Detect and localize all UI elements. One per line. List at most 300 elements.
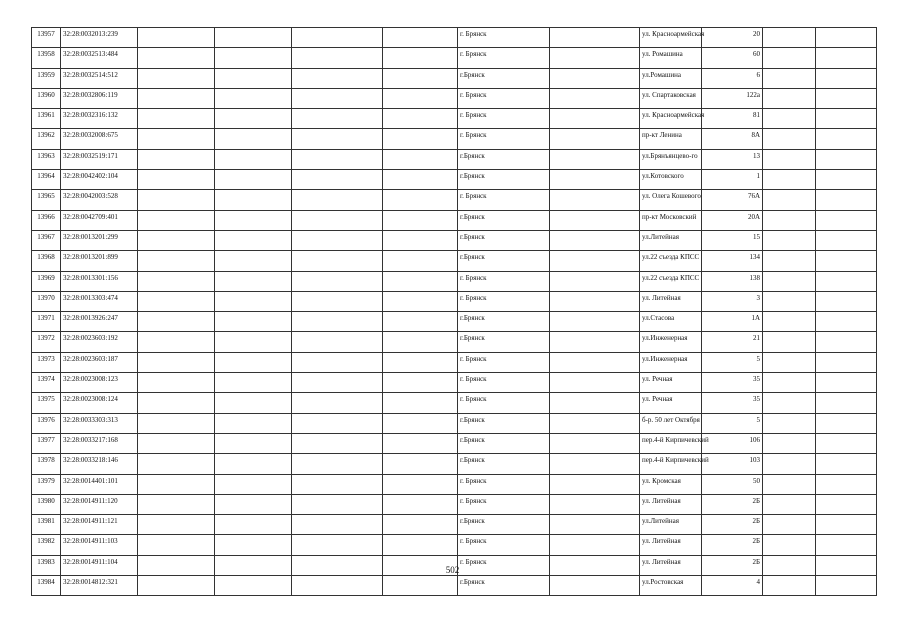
empty-cell (816, 109, 877, 129)
cadastral-number-cell: 32:28:0032514:512 (61, 68, 138, 88)
empty-cell (215, 129, 292, 149)
table-row (32, 352, 877, 372)
empty-cell (816, 535, 877, 555)
empty-cell (763, 332, 816, 352)
empty-cell (383, 393, 458, 413)
row-number-cell: 13971 (32, 312, 61, 332)
table-row (32, 454, 877, 474)
empty-cell (138, 170, 215, 190)
row-number-cell: 13982 (32, 535, 61, 555)
empty-cell (138, 68, 215, 88)
empty-cell (816, 230, 877, 250)
cadastral-number-cell: 32:28:0013201:299 (61, 230, 138, 250)
empty-cell (816, 88, 877, 108)
empty-cell (138, 210, 215, 230)
empty-cell (383, 48, 458, 68)
cadastral-number-cell: 32:28:0023603:187 (61, 352, 138, 372)
empty-cell (138, 373, 215, 393)
table-row (32, 230, 877, 250)
empty-cell (816, 48, 877, 68)
table-row (32, 170, 877, 190)
empty-cell (383, 332, 458, 352)
empty-cell (816, 149, 877, 169)
empty-cell (138, 535, 215, 555)
empty-cell (550, 312, 640, 332)
empty-cell (138, 149, 215, 169)
city-cell: г. Брянск (458, 373, 550, 393)
empty-cell (550, 109, 640, 129)
empty-cell (138, 474, 215, 494)
cadastral-number-cell: 32:28:0013303:474 (61, 291, 138, 311)
empty-cell (215, 332, 292, 352)
city-cell: г.Брянск (458, 413, 550, 433)
house-number-cell: 1А (702, 312, 763, 332)
cadastral-number-cell: 32:28:0013301:156 (61, 271, 138, 291)
empty-cell (550, 393, 640, 413)
empty-cell (215, 433, 292, 453)
house-number-cell: 35 (702, 393, 763, 413)
empty-cell (816, 433, 877, 453)
empty-cell (816, 454, 877, 474)
empty-cell (138, 271, 215, 291)
empty-cell (292, 576, 383, 596)
house-number-cell: 2Б (702, 494, 763, 514)
empty-cell (763, 576, 816, 596)
cadastral-number-cell: 32:28:0014401:101 (61, 474, 138, 494)
table-row (32, 149, 877, 169)
row-number-cell: 13976 (32, 413, 61, 433)
house-number-cell: 50 (702, 474, 763, 494)
empty-cell (816, 413, 877, 433)
house-number-cell: 2Б (702, 555, 763, 575)
street-cell: ул.Инженерная (640, 352, 702, 372)
empty-cell (550, 230, 640, 250)
empty-cell (215, 28, 292, 48)
empty-cell (383, 474, 458, 494)
empty-cell (763, 535, 816, 555)
row-number-cell: 13978 (32, 454, 61, 474)
empty-cell (138, 251, 215, 271)
cadastral-number-cell: 32:28:0014911:104 (61, 555, 138, 575)
empty-cell (816, 515, 877, 535)
empty-cell (292, 68, 383, 88)
empty-cell (816, 170, 877, 190)
empty-cell (816, 373, 877, 393)
empty-cell (550, 576, 640, 596)
empty-cell (215, 535, 292, 555)
house-number-cell: 3 (702, 291, 763, 311)
empty-cell (292, 393, 383, 413)
street-cell: ул.Котовского (640, 170, 702, 190)
empty-cell (550, 170, 640, 190)
table-row (32, 312, 877, 332)
cadastral-number-cell: 32:28:0023008:124 (61, 393, 138, 413)
street-cell: ул. Красноармейская (640, 109, 702, 129)
empty-cell (816, 28, 877, 48)
empty-cell (383, 230, 458, 250)
empty-cell (763, 393, 816, 413)
empty-cell (763, 230, 816, 250)
empty-cell (292, 291, 383, 311)
cadastral-number-cell: 32:28:0014911:121 (61, 515, 138, 535)
house-number-cell: 5 (702, 352, 763, 372)
empty-cell (816, 312, 877, 332)
empty-cell (816, 474, 877, 494)
empty-cell (138, 454, 215, 474)
row-number-cell: 13960 (32, 88, 61, 108)
empty-cell (816, 129, 877, 149)
empty-cell (550, 535, 640, 555)
cadastral-number-cell: 32:28:0023008:123 (61, 373, 138, 393)
table-row (32, 210, 877, 230)
city-cell: г. Брянск (458, 190, 550, 210)
row-number-cell: 13961 (32, 109, 61, 129)
empty-cell (138, 576, 215, 596)
city-cell: г.Брянск (458, 515, 550, 535)
empty-cell (292, 170, 383, 190)
empty-cell (383, 535, 458, 555)
row-number-cell: 13959 (32, 68, 61, 88)
table-row (32, 433, 877, 453)
empty-cell (383, 291, 458, 311)
empty-cell (383, 170, 458, 190)
table-row (32, 88, 877, 108)
empty-cell (215, 88, 292, 108)
house-number-cell: 81 (702, 109, 763, 129)
city-cell: г.Брянск (458, 210, 550, 230)
empty-cell (215, 48, 292, 68)
empty-cell (138, 28, 215, 48)
empty-cell (292, 88, 383, 108)
street-cell: ул.Литейная (640, 230, 702, 250)
street-cell: ул.22 съезда КПСС (640, 271, 702, 291)
empty-cell (550, 68, 640, 88)
cadastral-number-cell: 32:28:0013926:247 (61, 312, 138, 332)
house-number-cell: 76А (702, 190, 763, 210)
empty-cell (763, 352, 816, 372)
empty-cell (292, 515, 383, 535)
empty-cell (763, 413, 816, 433)
table-row (32, 576, 877, 596)
empty-cell (138, 109, 215, 129)
street-cell: ул.Ростовская (640, 576, 702, 596)
city-cell: г. Брянск (458, 474, 550, 494)
table-row (32, 515, 877, 535)
empty-cell (816, 190, 877, 210)
page-number: 502 (445, 565, 460, 575)
row-number-cell: 13963 (32, 149, 61, 169)
city-cell: г.Брянск (458, 170, 550, 190)
empty-cell (550, 474, 640, 494)
empty-cell (215, 454, 292, 474)
empty-cell (816, 251, 877, 271)
cadastral-number-cell: 32:28:0033303:313 (61, 413, 138, 433)
house-number-cell: 2Б (702, 515, 763, 535)
empty-cell (215, 271, 292, 291)
empty-cell (816, 352, 877, 372)
street-cell: ул.Стасова (640, 312, 702, 332)
cadastral-number-cell: 32:28:0032806:119 (61, 88, 138, 108)
empty-cell (383, 312, 458, 332)
table-row (32, 393, 877, 413)
empty-cell (292, 190, 383, 210)
city-cell: г. Брянск (458, 271, 550, 291)
house-number-cell: 20 (702, 28, 763, 48)
table-row (32, 28, 877, 48)
city-cell: г.Брянск (458, 576, 550, 596)
empty-cell (763, 271, 816, 291)
empty-cell (138, 352, 215, 372)
empty-cell (383, 68, 458, 88)
street-cell: ул. Литейная (640, 291, 702, 311)
street-cell: б-р. 50 лет Октября (640, 413, 702, 433)
registry-table (31, 27, 877, 596)
street-cell: ул. Литейная (640, 494, 702, 514)
empty-cell (215, 190, 292, 210)
empty-cell (763, 251, 816, 271)
empty-cell (138, 291, 215, 311)
empty-cell (215, 109, 292, 129)
house-number-cell: 106 (702, 433, 763, 453)
city-cell: г.Брянск (458, 433, 550, 453)
empty-cell (383, 433, 458, 453)
table-row (32, 535, 877, 555)
table-row (32, 129, 877, 149)
cadastral-number-cell: 32:28:0014812:321 (61, 576, 138, 596)
empty-cell (215, 494, 292, 514)
row-number-cell: 13972 (32, 332, 61, 352)
empty-cell (292, 129, 383, 149)
row-number-cell: 13966 (32, 210, 61, 230)
street-cell: ул.Литейная (640, 515, 702, 535)
empty-cell (292, 474, 383, 494)
street-cell: ул. Олега Кошевого (640, 190, 702, 210)
empty-cell (138, 48, 215, 68)
house-number-cell: 13 (702, 149, 763, 169)
cadastral-number-cell: 32:28:0014911:120 (61, 494, 138, 514)
empty-cell (292, 271, 383, 291)
city-cell: г. Брянск (458, 535, 550, 555)
cadastral-number-cell: 32:28:0023603:192 (61, 332, 138, 352)
cadastral-number-cell: 32:28:0032316:132 (61, 109, 138, 129)
empty-cell (763, 373, 816, 393)
row-number-cell: 13965 (32, 190, 61, 210)
empty-cell (292, 413, 383, 433)
empty-cell (292, 454, 383, 474)
empty-cell (138, 230, 215, 250)
house-number-cell: 20А (702, 210, 763, 230)
empty-cell (292, 48, 383, 68)
empty-cell (292, 149, 383, 169)
empty-cell (215, 291, 292, 311)
city-cell: г. Брянск (458, 555, 550, 575)
empty-cell (138, 515, 215, 535)
table-row (32, 190, 877, 210)
cadastral-number-cell: 32:28:0033218:146 (61, 454, 138, 474)
table-row (32, 109, 877, 129)
city-cell: г.Брянск (458, 149, 550, 169)
cadastral-number-cell: 32:28:0042709:401 (61, 210, 138, 230)
street-cell: пер.4-й Кирпичевский (640, 454, 702, 474)
empty-cell (215, 251, 292, 271)
street-cell: ул.Ромашина (640, 68, 702, 88)
empty-cell (215, 312, 292, 332)
empty-cell (550, 352, 640, 372)
empty-cell (138, 129, 215, 149)
empty-cell (138, 312, 215, 332)
empty-cell (138, 433, 215, 453)
empty-cell (763, 88, 816, 108)
empty-cell (138, 393, 215, 413)
empty-cell (763, 190, 816, 210)
city-cell: г.Брянск (458, 230, 550, 250)
empty-cell (550, 433, 640, 453)
city-cell: г. Брянск (458, 352, 550, 372)
row-number-cell: 13970 (32, 291, 61, 311)
table-row (32, 373, 877, 393)
registry-table-body (32, 28, 877, 596)
street-cell: ул.Брянъянцево-го (640, 149, 702, 169)
row-number-cell: 13968 (32, 251, 61, 271)
empty-cell (215, 413, 292, 433)
street-cell: ул. Кромская (640, 474, 702, 494)
street-cell: ул.Инженерная (640, 332, 702, 352)
city-cell: г.Брянск (458, 68, 550, 88)
empty-cell (292, 251, 383, 271)
empty-cell (383, 88, 458, 108)
table-row (32, 48, 877, 68)
street-cell: ул. Речная (640, 393, 702, 413)
house-number-cell: 8А (702, 129, 763, 149)
city-cell: г. Брянск (458, 28, 550, 48)
empty-cell (383, 271, 458, 291)
row-number-cell: 13974 (32, 373, 61, 393)
empty-cell (763, 28, 816, 48)
empty-cell (550, 332, 640, 352)
street-cell: ул. Спартаковская (640, 88, 702, 108)
house-number-cell: 15 (702, 230, 763, 250)
empty-cell (816, 68, 877, 88)
empty-cell (383, 190, 458, 210)
empty-cell (550, 291, 640, 311)
street-cell: ул. Литейная (640, 535, 702, 555)
empty-cell (138, 413, 215, 433)
house-number-cell: 5 (702, 413, 763, 433)
table-row (32, 68, 877, 88)
cadastral-number-cell: 32:28:0042003:528 (61, 190, 138, 210)
empty-cell (763, 68, 816, 88)
empty-cell (292, 494, 383, 514)
empty-cell (292, 535, 383, 555)
empty-cell (215, 474, 292, 494)
city-cell: г. Брянск (458, 109, 550, 129)
empty-cell (550, 413, 640, 433)
table-row (32, 494, 877, 514)
row-number-cell: 13981 (32, 515, 61, 535)
street-cell: ул. Литейная (640, 555, 702, 575)
empty-cell (816, 393, 877, 413)
house-number-cell: 103 (702, 454, 763, 474)
row-number-cell: 13964 (32, 170, 61, 190)
empty-cell (383, 129, 458, 149)
empty-cell (763, 291, 816, 311)
empty-cell (550, 373, 640, 393)
cadastral-number-cell: 32:28:0032008:675 (61, 129, 138, 149)
cadastral-number-cell: 32:28:0032013:239 (61, 28, 138, 48)
empty-cell (292, 109, 383, 129)
empty-cell (763, 312, 816, 332)
empty-cell (215, 576, 292, 596)
empty-cell (550, 454, 640, 474)
empty-cell (292, 352, 383, 372)
empty-cell (763, 474, 816, 494)
empty-cell (292, 230, 383, 250)
empty-cell (550, 28, 640, 48)
empty-cell (292, 373, 383, 393)
empty-cell (550, 129, 640, 149)
empty-cell (383, 352, 458, 372)
table-row (32, 474, 877, 494)
row-number-cell: 13962 (32, 129, 61, 149)
house-number-cell: 1 (702, 170, 763, 190)
empty-cell (763, 494, 816, 514)
street-cell: ул. Ромашина (640, 48, 702, 68)
empty-cell (550, 494, 640, 514)
house-number-cell: 60 (702, 48, 763, 68)
empty-cell (138, 190, 215, 210)
empty-cell (383, 28, 458, 48)
street-cell: ул. Речная (640, 373, 702, 393)
row-number-cell: 13983 (32, 555, 61, 575)
row-number-cell: 13957 (32, 28, 61, 48)
empty-cell (383, 494, 458, 514)
empty-cell (763, 454, 816, 474)
empty-cell (383, 251, 458, 271)
city-cell: г.Брянск (458, 454, 550, 474)
row-number-cell: 13967 (32, 230, 61, 250)
empty-cell (763, 149, 816, 169)
empty-cell (763, 109, 816, 129)
empty-cell (292, 312, 383, 332)
empty-cell (215, 515, 292, 535)
empty-cell (215, 149, 292, 169)
house-number-cell: 2Б (702, 535, 763, 555)
city-cell: г.Брянск (458, 312, 550, 332)
empty-cell (215, 170, 292, 190)
house-number-cell: 138 (702, 271, 763, 291)
empty-cell (138, 332, 215, 352)
empty-cell (816, 576, 877, 596)
house-number-cell: 4 (702, 576, 763, 596)
empty-cell (383, 149, 458, 169)
empty-cell (138, 494, 215, 514)
empty-cell (383, 210, 458, 230)
empty-cell (816, 291, 877, 311)
empty-cell (550, 210, 640, 230)
empty-cell (383, 576, 458, 596)
empty-cell (763, 129, 816, 149)
empty-cell (215, 393, 292, 413)
empty-cell (383, 109, 458, 129)
empty-cell (550, 149, 640, 169)
street-cell: пр-кт Ленина (640, 129, 702, 149)
cadastral-number-cell: 32:28:0013201:899 (61, 251, 138, 271)
empty-cell (763, 433, 816, 453)
row-number-cell: 13980 (32, 494, 61, 514)
empty-cell (383, 373, 458, 393)
empty-cell (550, 48, 640, 68)
empty-cell (292, 332, 383, 352)
